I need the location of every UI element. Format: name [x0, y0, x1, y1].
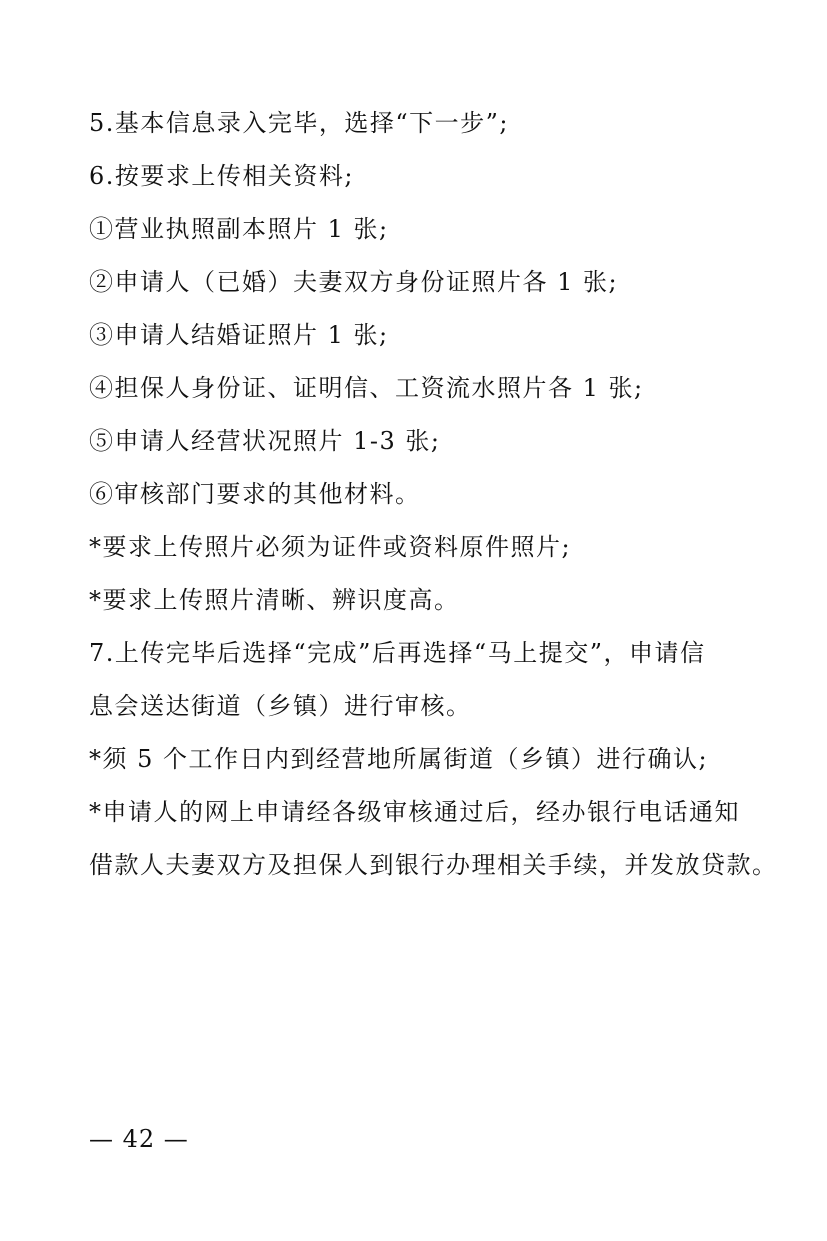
note-photo-original: *要求上传照片必须为证件或资料原件照片; [89, 533, 572, 561]
step-5-text: 5.基本信息录入完毕，选择“下一步”; [89, 109, 510, 137]
page-number: — 42 — [89, 1125, 189, 1153]
material-item-4: ④担保人身份证、证明信、工资流水照片各 1 张; [89, 374, 644, 402]
step-7-text: 7.上传完毕后选择“完成”后再选择“马上提交”，申请信 [89, 639, 706, 667]
note-approval: *申请人的网上申请经各级审核通过后，经办银行电话通知 [89, 798, 740, 826]
material-item-1: ①营业执照副本照片 1 张; [89, 215, 389, 243]
material-item-3: ③申请人结婚证照片 1 张; [89, 321, 389, 349]
material-item-5: ⑤申请人经营状况照片 1-3 张; [89, 427, 441, 455]
material-item-6: ⑥审核部门要求的其他材料。 [89, 480, 421, 508]
step-6-text: 6.按要求上传相关资料; [89, 162, 354, 190]
note-confirm-deadline: *须 5 个工作日内到经营地所属街道（乡镇）进行确认; [89, 745, 709, 773]
note-approval-continued: 借款人夫妻双方及担保人到银行办理相关手续，并发放贷款。 [89, 851, 778, 879]
step-7-text-continued: 息会送达街道（乡镇）进行审核。 [89, 692, 472, 720]
material-item-2: ②申请人（已婚）夫妻双方身份证照片各 1 张; [89, 268, 619, 296]
note-photo-clear: *要求上传照片清晰、辨识度高。 [89, 586, 460, 614]
